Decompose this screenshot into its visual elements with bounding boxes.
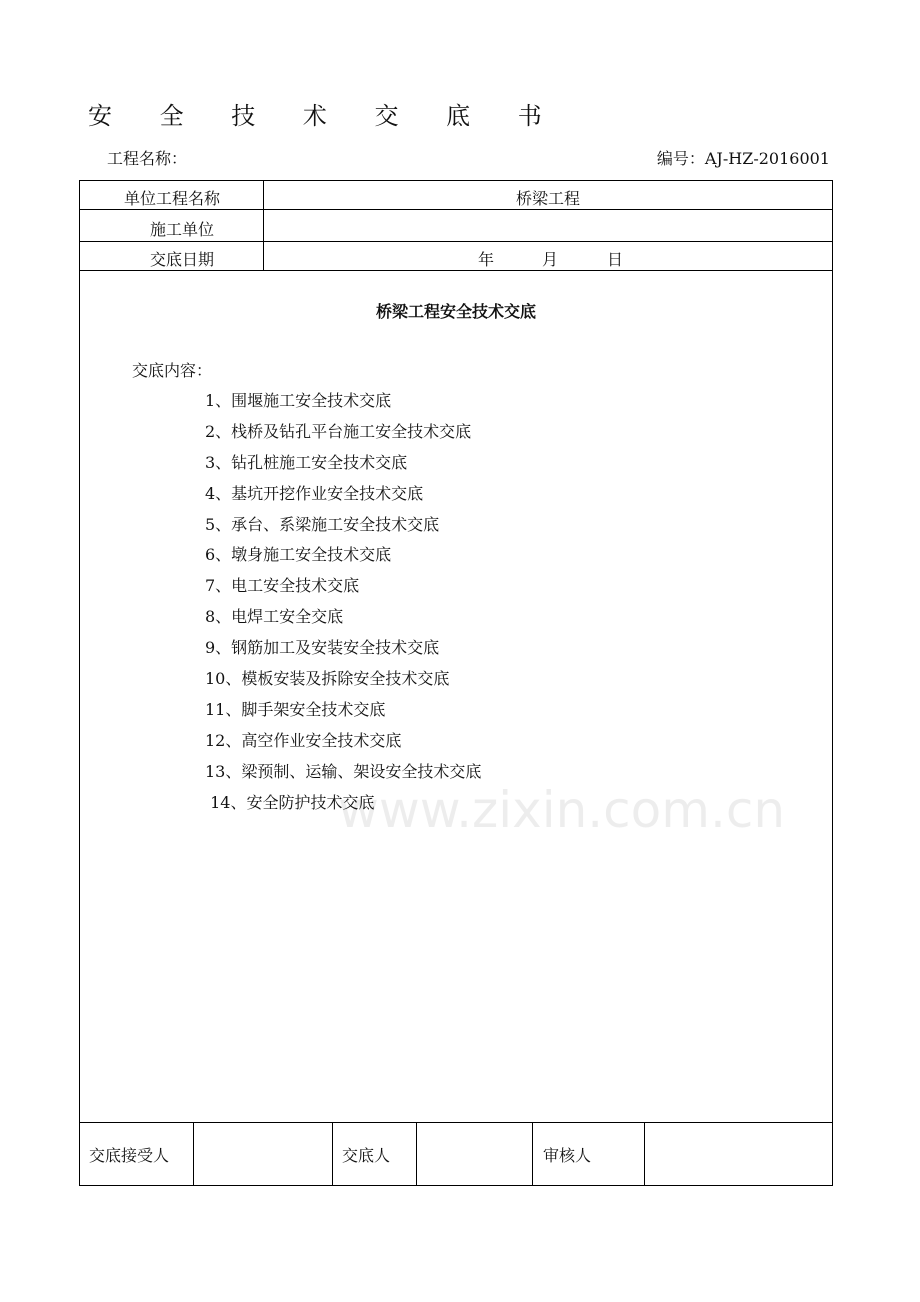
date-month: 月 (542, 250, 559, 269)
watermark: www.zixin.com.cn (338, 781, 786, 839)
row-divider (80, 209, 832, 210)
content-item-list (205, 386, 481, 818)
document-number: 编号：AJ-HZ-2016001 (656, 149, 830, 168)
unit-project-label: 单位工程名称 (124, 189, 221, 208)
date-label: 交底日期 (150, 250, 215, 269)
list-item: 13、梁预制、运输、架设安全技术交底 (205, 761, 482, 781)
giver-label: 交底人 (342, 1146, 391, 1165)
list-item: 10、模板安装及拆除安全技术交底 (205, 669, 450, 689)
project-name-label: 工程名称： (107, 149, 188, 168)
list-item: 4、基坑开挖作业安全技术交底 (205, 483, 424, 503)
list-item: 12、高空作业安全技术交底 (205, 730, 402, 750)
list-item: 5、承台、系梁施工安全技术交底 (205, 514, 440, 534)
list-item: 6、墩身施工安全技术交底 (205, 545, 392, 565)
unit-project-value: 桥梁工程 (515, 189, 580, 208)
disclosure-form-table (79, 180, 833, 1186)
list-item: 11、脚手架安全技术交底 (205, 699, 386, 719)
document-title: 安 全 技 术 交 底 书 (88, 102, 562, 130)
column-divider (193, 1122, 194, 1185)
row-divider (80, 241, 832, 242)
list-item: 1、围堰施工安全技术交底 (205, 391, 392, 410)
reviewer-label: 审核人 (543, 1146, 592, 1165)
content-label: 交底内容： (132, 361, 213, 380)
list-item: 9、钢筋加工及安装安全技术交底 (205, 638, 440, 658)
contractor-label: 施工单位 (150, 220, 215, 239)
list-item: 3、钻孔桩施工安全技术交底 (205, 452, 408, 472)
content-heading: 桥梁工程安全技术交底 (375, 302, 536, 321)
column-divider (532, 1122, 533, 1185)
column-divider (644, 1122, 645, 1185)
column-divider (332, 1122, 333, 1185)
list-item: 7、电工安全技术交底 (205, 576, 360, 596)
list-item: 2、栈桥及钻孔平台施工安全技术交底 (205, 421, 472, 441)
list-item: 14、安全防护技术交底 (205, 792, 375, 812)
list-item: 8、电焊工安全交底 (205, 607, 344, 627)
date-year: 年 (478, 250, 495, 269)
receiver-label: 交底接受人 (89, 1146, 170, 1165)
date-day: 日 (607, 250, 624, 269)
row-divider (80, 270, 832, 271)
column-divider (416, 1122, 417, 1185)
